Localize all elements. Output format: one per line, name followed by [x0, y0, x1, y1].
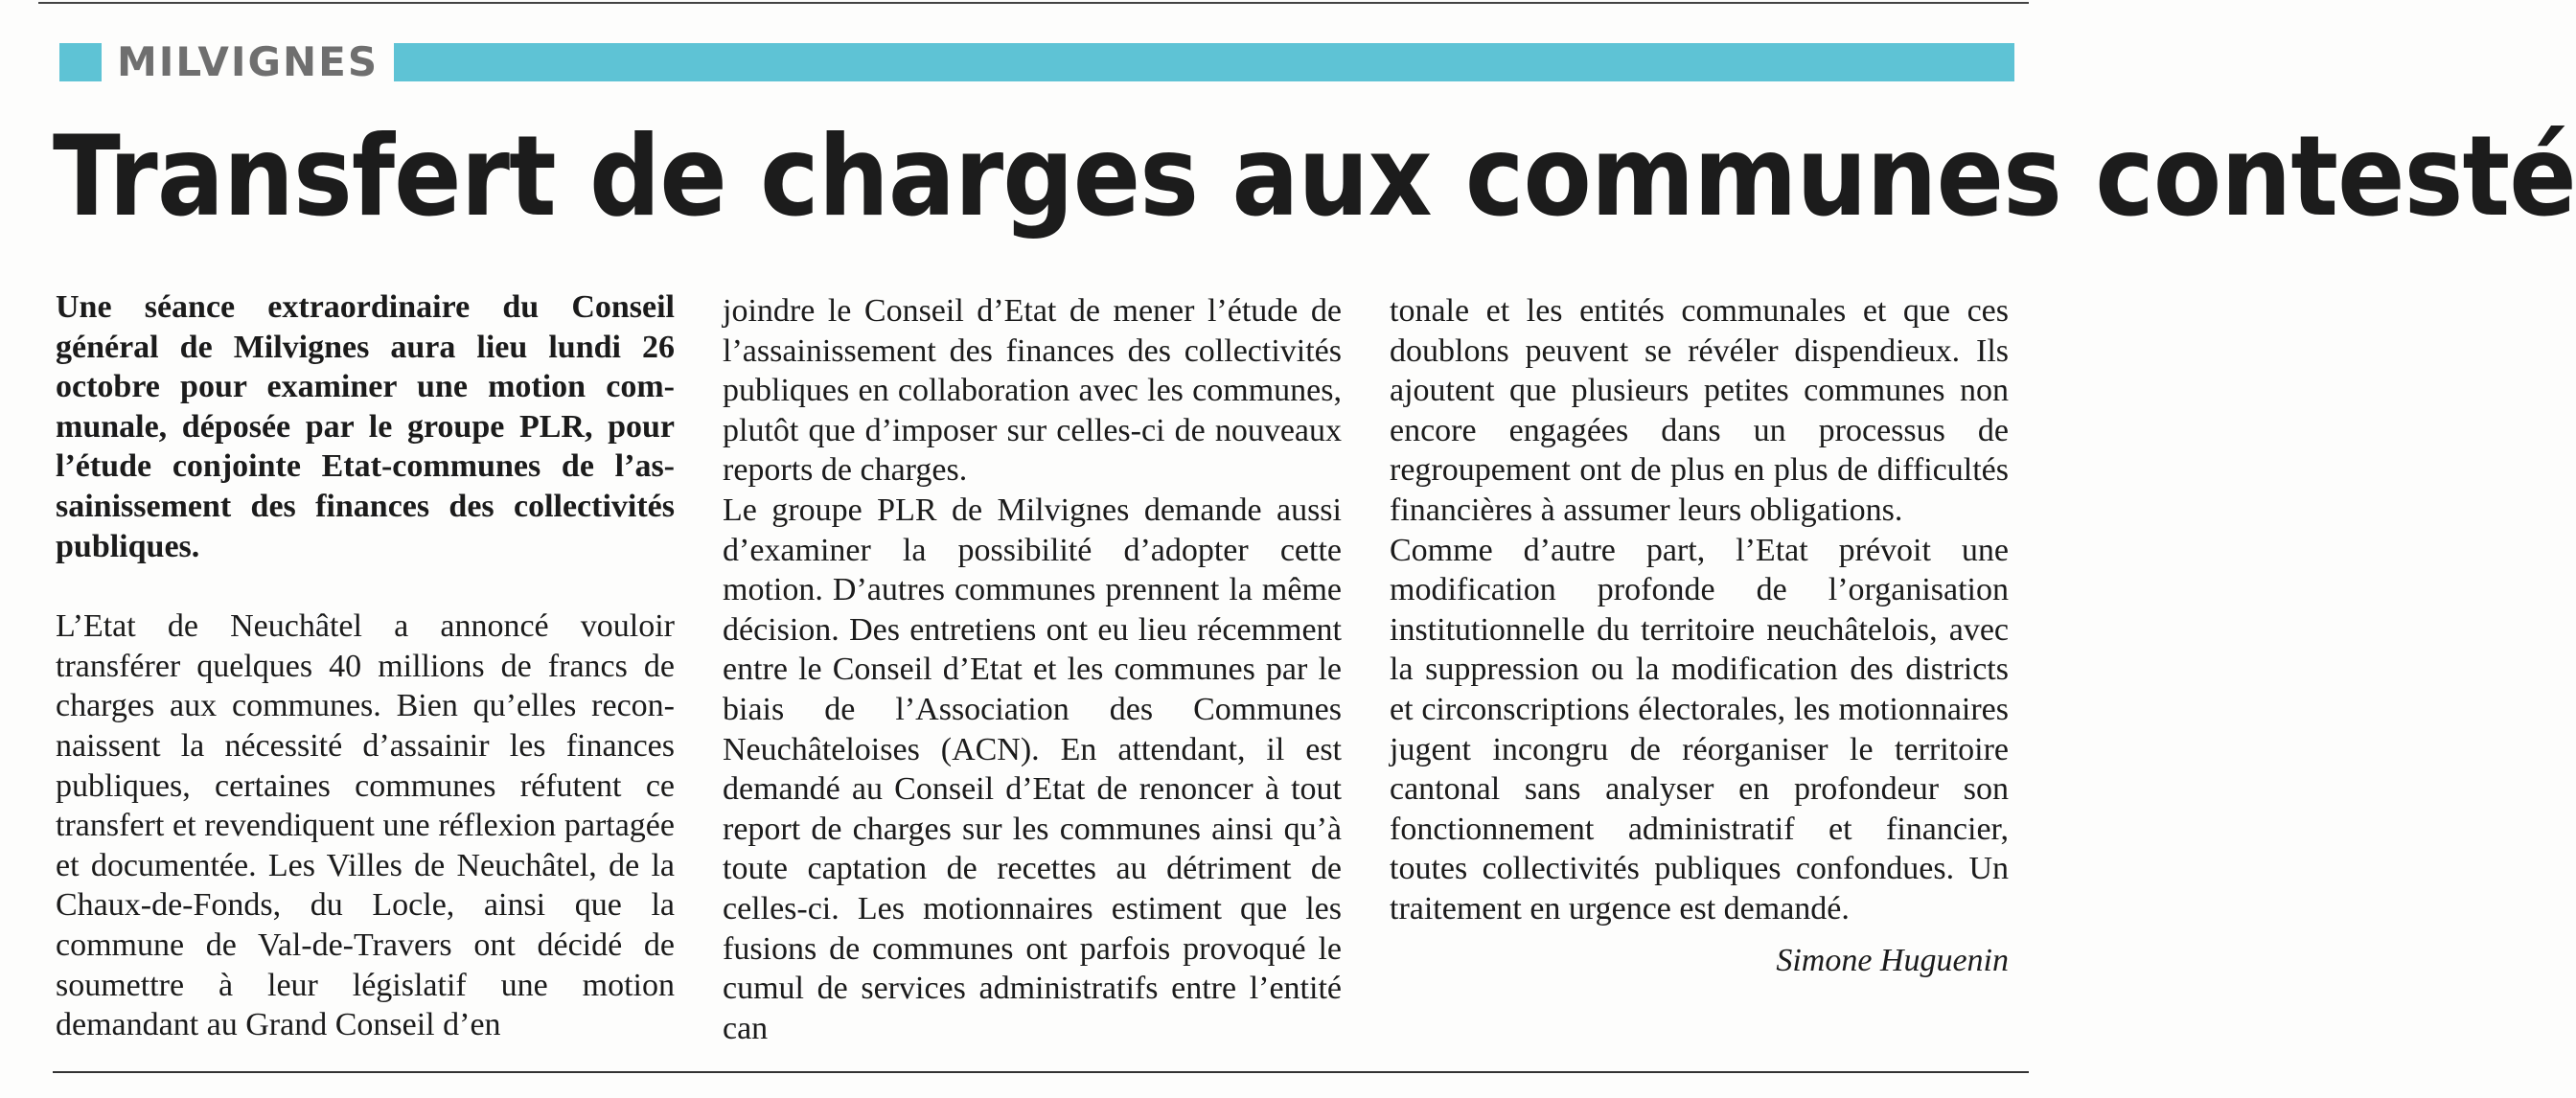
column-1-text: L’Etat de Neuchâtel a annoncé vouloir transférer quelques 40 millions de francs de charges aux communes. Bien qu’elles reconnaissent la nécessité d’assainir les finances publiques, certaines communes réfutent ce transfert et revendiquent une réflexion partagée et documentée. Les Villes de Neuchâtel, de la Chaux-de-Fonds, du Locle, ainsi que la commune de Val-de-Travers ont décidé de soumettre à leur législatif une motion demandant au Grand Conseil d’en — [56, 608, 675, 1043]
top-rule — [38, 2, 2029, 4]
section-stripe — [394, 43, 2014, 81]
column-3 — [1390, 291, 2009, 980]
column-2-paragraph-1: joindre le Conseil d’Etat de mener l’étude de l’assainissement des finances des collectivités publiques en collaboration avec les communes, plutôt que d’imposer sur celles-ci de nouveaux reports de charges. — [723, 293, 1342, 489]
column-2-paragraph-2: Le groupe PLR de Milvignes demande aussi d’examiner la possibilité d’adopter cette motion. D’autres communes prennent la même décision. Des entretiens ont eu lieu récemment entre le Conseil d’Etat et les communes par le biais de l’Association des Communes Neuchâteloises (ACN). En attendant, il est demandé au Conseil d’Etat de renoncer à tout report de charges sur les communes ainsi qu’à toute captation de recettes au détriment de celles-ci. Les motionnaires estiment que les fusions de communes ont parfois provoqué le cumul de services administratifs entre l’entité can — [723, 492, 1342, 1046]
column-2 — [723, 291, 1342, 1048]
column-3-paragraph-1: tonale et les entités communales et que ces doublons peuvent se révéler dispendieux. Ils ajoutent que plusieurs petites communes non encore engagées dans un processus de regroupement ont de plus en plus de difficultés financières à assumer leurs obligations. — [1390, 293, 2009, 528]
author-signature: Simone Huguenin — [1776, 942, 2009, 978]
column-1 — [56, 287, 675, 1045]
article-lead: Une séance extraordinaire du Conseil général de Milvignes aura lieu lundi 26 octobre pour examiner une motion communale, déposée par le groupe PLR, pour l’étude conjointe Etat-communes de l’assainissement des finances des collectivités publiques. — [56, 289, 675, 564]
column-3-paragraph-2: Comme d’autre part, l’Etat prévoit une modification profonde de l’organisation institutionnelle du territoire neuchâtelois, avec la suppression ou la modification des districts et circonscriptions électorales, les motionnaires jugent incongru de réorganiser le territoire cantonal sans analyser en profondeur son fonctionnement administratif et financier, toutes collectivités publiques confondues. Un traitement en urgence est demandé. — [1390, 532, 2009, 926]
article-body — [56, 287, 2020, 1054]
article-headline: Transfert de charges aux communes contesté — [53, 112, 2576, 241]
bottom-rule — [53, 1071, 2029, 1073]
section-header — [59, 40, 2014, 84]
section-marker — [59, 43, 102, 81]
section-label: MILVIGNES — [117, 38, 380, 85]
